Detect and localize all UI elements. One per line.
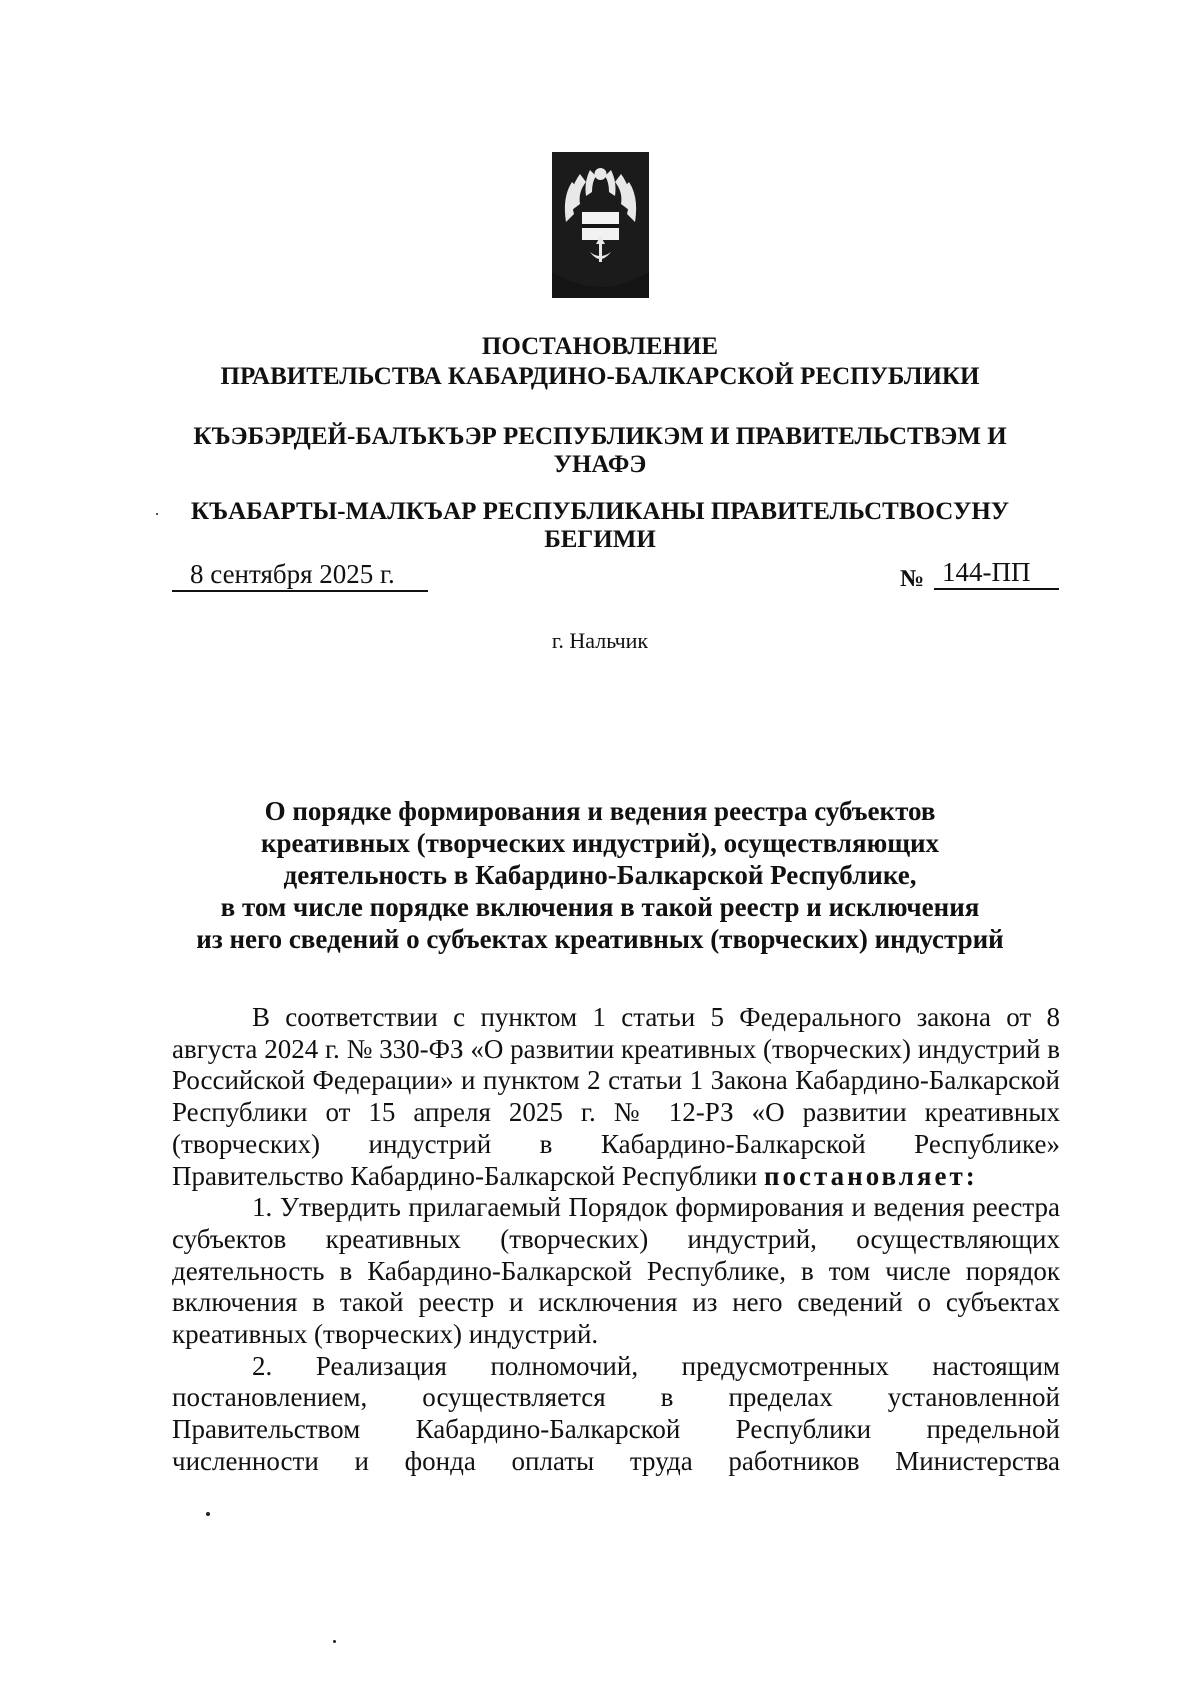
- balkar-line-1: КЪАБАРТЫ-МАЛКЪАР РЕСПУБЛИКАНЫ ПРАВИТЕЛЬСТВОСУНУ: [190, 498, 1010, 525]
- paragraph-item-2: 2. Реализация полномочий, предусмотренных настоящим постановлением, осуществляется в пределах установленной Правительством Кабардино-Балкарской Республики предельной численности и фонда оплаты труда работников Министерства: [172, 1350, 1060, 1476]
- subject-line-5: из него сведений о субъектах креативных (творческих) индустрий: [196, 924, 1004, 954]
- kabardian-line-2: УНАФЭ: [553, 451, 647, 478]
- kabardian-title: [150, 423, 1050, 479]
- scan-speck: [333, 1640, 336, 1643]
- balkar-title: [150, 498, 1050, 554]
- document-subject: [150, 795, 1050, 955]
- paragraph-item-1: 1. Утвердить прилагаемый Порядок формирования и ведения реестра субъектов креативных (творческих) индустрий, осуществляющих деятельность в Кабардино-Балкарской Республике, в том числе порядок включения в такой реестр и исключения из него сведений о субъектах креативных (творческих) индустрий.: [172, 1192, 1060, 1350]
- title-line-1: ПОСТАНОВЛЕНИЕ: [481, 333, 719, 360]
- document-date: 8 сентября 2025 г.: [172, 558, 428, 592]
- kabardian-line-1: КЪЭБЭРДЕЙ-БАЛЪКЪЭР РЕСПУБЛИКЭМ И ПРАВИТЕЛЬСТВЭМ И: [193, 423, 1007, 450]
- preamble-text: В соответствии с пунктом 1 статьи 5 Федерального закона от 8 августа 2024 г. № 330-ФЗ «О развитии креативных (творческих) индустрий в Российской Федерации» и пунктом 2 статьи 1 Закона Кабардино-Балкарской Республики от 15 апреля 2025 г. № 12-РЗ «О развитии креативных (творческих) индустрий в Кабардино-Балкарской Республике» Правительство Кабардино-Балкарской Республики: [172, 1002, 1060, 1191]
- subject-line-1: О порядке формирования и ведения реестра субъектов: [264, 796, 936, 826]
- title-line-2: ПРАВИТЕЛЬСТВА КАБАРДИНО-БАЛКАРСКОЙ РЕСПУБЛИКИ: [220, 363, 980, 390]
- document-number: 144-ПП: [934, 556, 1059, 590]
- city: г. Нальчик: [551, 628, 649, 653]
- decree-keyword: постановляет:: [764, 1160, 978, 1191]
- scan-speck: [206, 1512, 210, 1516]
- number-sign: №: [900, 566, 925, 592]
- coat-of-arms-icon: [552, 152, 649, 298]
- balkar-line-2: БЕГИМИ: [544, 526, 656, 553]
- scan-speck: [156, 513, 158, 515]
- document-title: [150, 332, 1050, 392]
- subject-line-2: креативных (творческих индустрий), осуществляющих: [260, 828, 940, 858]
- subject-line-4: в том числе порядке включения в такой реестр и исключения: [220, 892, 980, 922]
- document-body: [172, 1002, 1060, 1478]
- subject-line-3: деятельность в Кабардино-Балкарской Республике,: [283, 860, 917, 890]
- paragraph-preamble: [172, 1002, 1060, 1192]
